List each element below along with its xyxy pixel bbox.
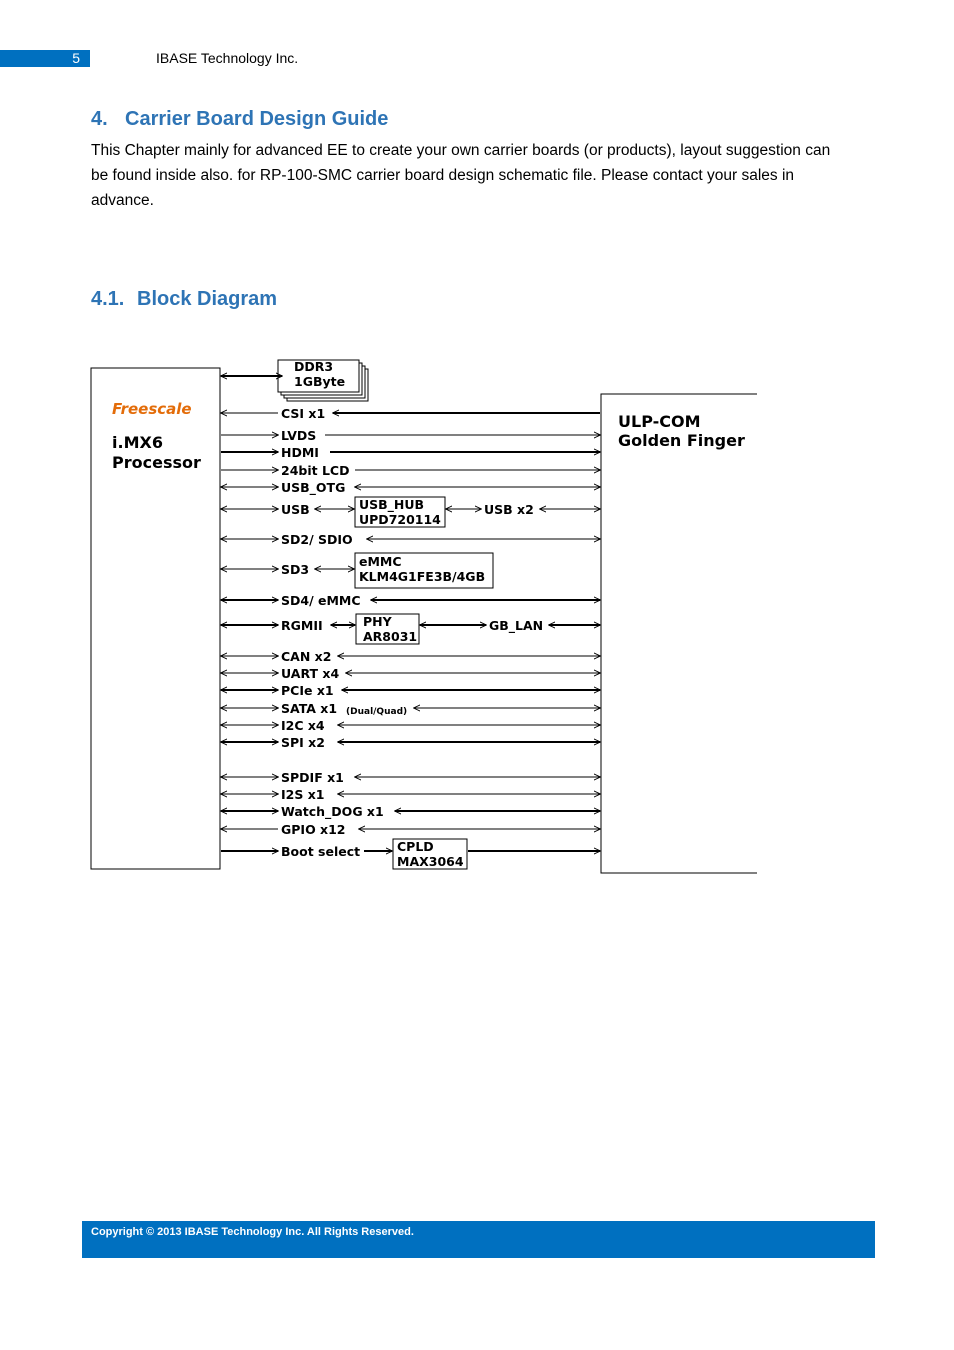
usb-hub-part: UPD720114	[359, 512, 441, 527]
ddr3-block	[278, 359, 368, 401]
rgmii-label: RGMII	[281, 618, 323, 633]
usb-otg-label: USB_OTG	[281, 480, 346, 495]
boot-label: Boot select	[281, 844, 361, 859]
usb-x2-label: USB x2	[484, 502, 534, 517]
processor-name: i.MX6	[112, 433, 163, 452]
phy-part: AR8031	[363, 629, 418, 644]
lcd-label: 24bit LCD	[281, 463, 350, 478]
company-name: IBASE Technology Inc.	[156, 50, 299, 66]
section-title: Carrier Board Design Guide	[125, 108, 389, 130]
spi-label: SPI x2	[281, 735, 325, 750]
gb-lan-label: GB_LAN	[489, 618, 544, 633]
subsection-title: Block Diagram	[137, 288, 278, 310]
phy-label: PHY	[363, 614, 392, 629]
usb-label: USB	[281, 502, 310, 517]
section-number: 4.	[91, 108, 108, 130]
ddr3-label: DDR3	[294, 359, 334, 374]
copyright-text: Copyright © 2013 IBASE Technology Inc. All Rights Reserved.	[91, 1226, 414, 1238]
csi-label: CSI x1	[281, 406, 326, 421]
cpld-part: MAX3064	[397, 854, 464, 869]
page-number: 5	[72, 50, 80, 66]
processor-brand: Freescale	[112, 400, 192, 418]
spdif-label: SPDIF x1	[281, 770, 344, 785]
processor-label: Processor	[112, 453, 201, 472]
uart-label: UART x4	[281, 666, 340, 681]
pcie-label: PCIe x1	[281, 683, 334, 698]
i2s-label: I2S x1	[281, 787, 325, 802]
usb-hub-label: USB_HUB	[359, 497, 425, 512]
i2c-label: I2C x4	[281, 718, 325, 733]
section-paragraph: This Chapter mainly for advanced EE to create your own carrier boards (or products), layout suggestion can be found inside also. for RP-100-SMC carrier board design schematic file. Please contact your sales in advance.	[91, 142, 831, 209]
hdmi-label: HDMI	[281, 445, 319, 460]
footer-bar	[82, 1221, 875, 1258]
emmc-part: KLM4G1FE3B/4GB	[359, 569, 486, 584]
sd4-label: SD4/ eMMC	[281, 593, 361, 608]
watchdog-label: Watch_DOG x1	[281, 804, 384, 819]
emmc-label: eMMC	[359, 554, 402, 569]
gpio-label: GPIO x12	[281, 822, 346, 837]
can-label: CAN x2	[281, 649, 332, 664]
sd2-label: SD2/ SDIO	[281, 532, 353, 547]
sd3-label: SD3	[281, 562, 310, 577]
lvds-label: LVDS	[281, 428, 317, 443]
cpld-label: CPLD	[397, 839, 434, 854]
sata-label: SATA x1	[281, 701, 338, 716]
ddr3-size: 1GByte	[294, 374, 346, 389]
sata-note: (Dual/Quad)	[346, 707, 408, 717]
connector-block	[601, 394, 757, 873]
subsection-number: 4.1.	[91, 288, 125, 310]
connector-label: Golden Finger	[618, 431, 745, 450]
connector-name: ULP-COM	[618, 412, 701, 431]
